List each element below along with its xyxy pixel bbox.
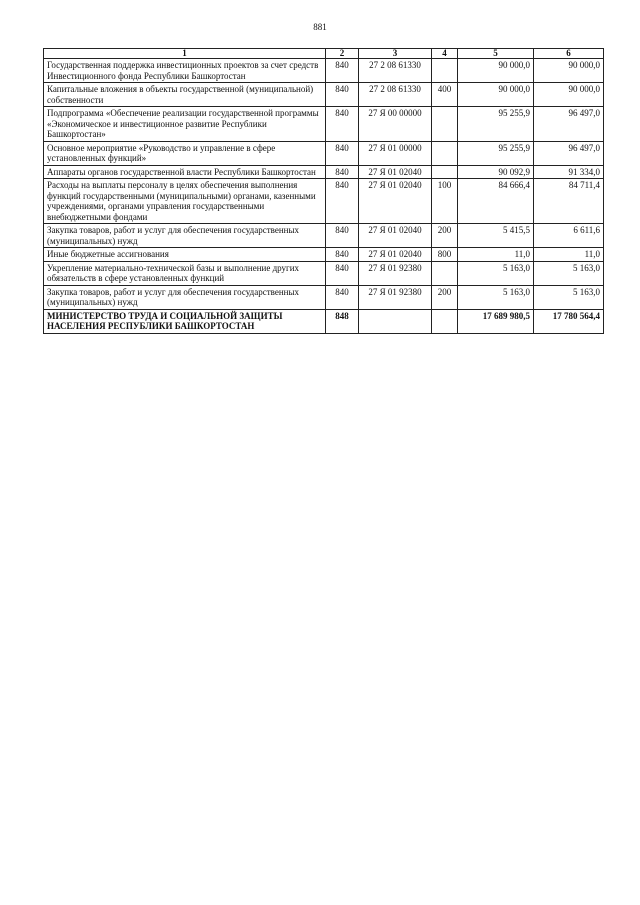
row-ved-cell: 840 <box>326 179 359 224</box>
row-sum6-cell: 90 000,0 <box>534 83 604 107</box>
table-row <box>44 261 604 285</box>
row-name-cell: Основное мероприятие «Руководство и управление в сфере установленных функций» <box>44 141 326 165</box>
header-col-4: 4 <box>432 49 458 59</box>
row-sum6-cell: 17 780 564,4 <box>534 309 604 333</box>
row-csr-cell: 27 Я 00 00000 <box>359 107 432 142</box>
budget-table <box>43 48 604 334</box>
row-sum5-cell: 84 666,4 <box>458 179 534 224</box>
row-ved-cell: 840 <box>326 83 359 107</box>
row-sum5-cell: 5 163,0 <box>458 261 534 285</box>
row-sum5-cell: 5 415,5 <box>458 224 534 248</box>
row-vr-cell: 200 <box>432 224 458 248</box>
row-csr-cell <box>359 309 432 333</box>
table-row <box>44 83 604 107</box>
row-csr-cell: 27 2 08 61330 <box>359 59 432 83</box>
row-vr-cell: 200 <box>432 285 458 309</box>
row-csr-cell: 27 Я 01 92380 <box>359 285 432 309</box>
row-vr-cell <box>432 309 458 333</box>
row-name-cell: Расходы на выплаты персоналу в целях обеспечения выполнения функций государственными (муниципальными) органами, казенными учреждениями, органами управления государственными внебюджетными фондами <box>44 179 326 224</box>
header-col-3: 3 <box>359 49 432 59</box>
row-sum6-cell: 5 163,0 <box>534 261 604 285</box>
table-row <box>44 224 604 248</box>
row-csr-cell: 27 Я 01 92380 <box>359 261 432 285</box>
row-ved-cell: 840 <box>326 107 359 142</box>
row-ved-cell: 840 <box>326 248 359 262</box>
row-ved-cell: 840 <box>326 261 359 285</box>
row-sum5-cell: 90 000,0 <box>458 83 534 107</box>
header-col-2: 2 <box>326 49 359 59</box>
row-ved-cell: 840 <box>326 141 359 165</box>
table-row <box>44 285 604 309</box>
row-sum5-cell: 95 255,9 <box>458 107 534 142</box>
table-body <box>44 59 604 334</box>
row-name-cell: Укрепление материально-технической базы и выполнение других обязательств в сфере установленных функций <box>44 261 326 285</box>
header-col-6: 6 <box>534 49 604 59</box>
row-vr-cell: 400 <box>432 83 458 107</box>
row-name-cell: Подпрограмма «Обеспечение реализации государственной программы «Экономическое и инвестиционное развитие Республики Башкортостан» <box>44 107 326 142</box>
row-name-cell: МИНИСТЕРСТВО ТРУДА И СОЦИАЛЬНОЙ ЗАЩИТЫ НАСЕЛЕНИЯ РЕСПУБЛИКИ БАШКОРТОСТАН <box>44 309 326 333</box>
row-sum6-cell: 5 163,0 <box>534 285 604 309</box>
row-sum5-cell: 5 163,0 <box>458 285 534 309</box>
header-col-1: 1 <box>44 49 326 59</box>
row-name-cell: Капитальные вложения в объекты государственной (муниципальной) собственности <box>44 83 326 107</box>
row-name-cell: Государственная поддержка инвестиционных проектов за счет средств Инвестиционного фонда Республики Башкортостан <box>44 59 326 83</box>
row-ved-cell: 848 <box>326 309 359 333</box>
row-csr-cell: 27 Я 01 02040 <box>359 179 432 224</box>
page-number: 881 <box>313 22 327 32</box>
row-ved-cell: 840 <box>326 285 359 309</box>
row-ved-cell: 840 <box>326 224 359 248</box>
row-sum5-cell: 90 000,0 <box>458 59 534 83</box>
row-sum5-cell: 17 689 980,5 <box>458 309 534 333</box>
header-col-5: 5 <box>458 49 534 59</box>
row-sum6-cell: 91 334,0 <box>534 165 604 179</box>
table-row <box>44 107 604 142</box>
row-csr-cell: 27 Я 01 02040 <box>359 224 432 248</box>
row-vr-cell <box>432 141 458 165</box>
row-sum6-cell: 96 497,0 <box>534 107 604 142</box>
row-name-cell: Закупка товаров, работ и услуг для обеспечения государственных (муниципальных) нужд <box>44 285 326 309</box>
row-sum6-cell: 11,0 <box>534 248 604 262</box>
header-row <box>44 49 604 59</box>
table-row <box>44 165 604 179</box>
row-csr-cell: 27 Я 01 02040 <box>359 165 432 179</box>
row-vr-cell <box>432 59 458 83</box>
row-name-cell: Аппараты органов государственной власти Республики Башкортостан <box>44 165 326 179</box>
row-csr-cell: 27 2 08 61330 <box>359 83 432 107</box>
row-sum6-cell: 96 497,0 <box>534 141 604 165</box>
row-csr-cell: 27 Я 01 00000 <box>359 141 432 165</box>
row-sum6-cell: 84 711,4 <box>534 179 604 224</box>
row-vr-cell <box>432 261 458 285</box>
row-ved-cell: 840 <box>326 59 359 83</box>
row-sum5-cell: 95 255,9 <box>458 141 534 165</box>
row-sum5-cell: 11,0 <box>458 248 534 262</box>
row-ved-cell: 840 <box>326 165 359 179</box>
row-vr-cell <box>432 165 458 179</box>
table-row <box>44 179 604 224</box>
row-sum5-cell: 90 092,9 <box>458 165 534 179</box>
table-row <box>44 141 604 165</box>
row-name-cell: Иные бюджетные ассигнования <box>44 248 326 262</box>
row-vr-cell <box>432 107 458 142</box>
row-sum6-cell: 90 000,0 <box>534 59 604 83</box>
row-sum6-cell: 6 611,6 <box>534 224 604 248</box>
row-name-cell: Закупка товаров, работ и услуг для обеспечения государственных (муниципальных) нужд <box>44 224 326 248</box>
table-row <box>44 309 604 333</box>
row-vr-cell: 800 <box>432 248 458 262</box>
table-row <box>44 248 604 262</box>
table-row <box>44 59 604 83</box>
row-csr-cell: 27 Я 01 02040 <box>359 248 432 262</box>
row-vr-cell: 100 <box>432 179 458 224</box>
